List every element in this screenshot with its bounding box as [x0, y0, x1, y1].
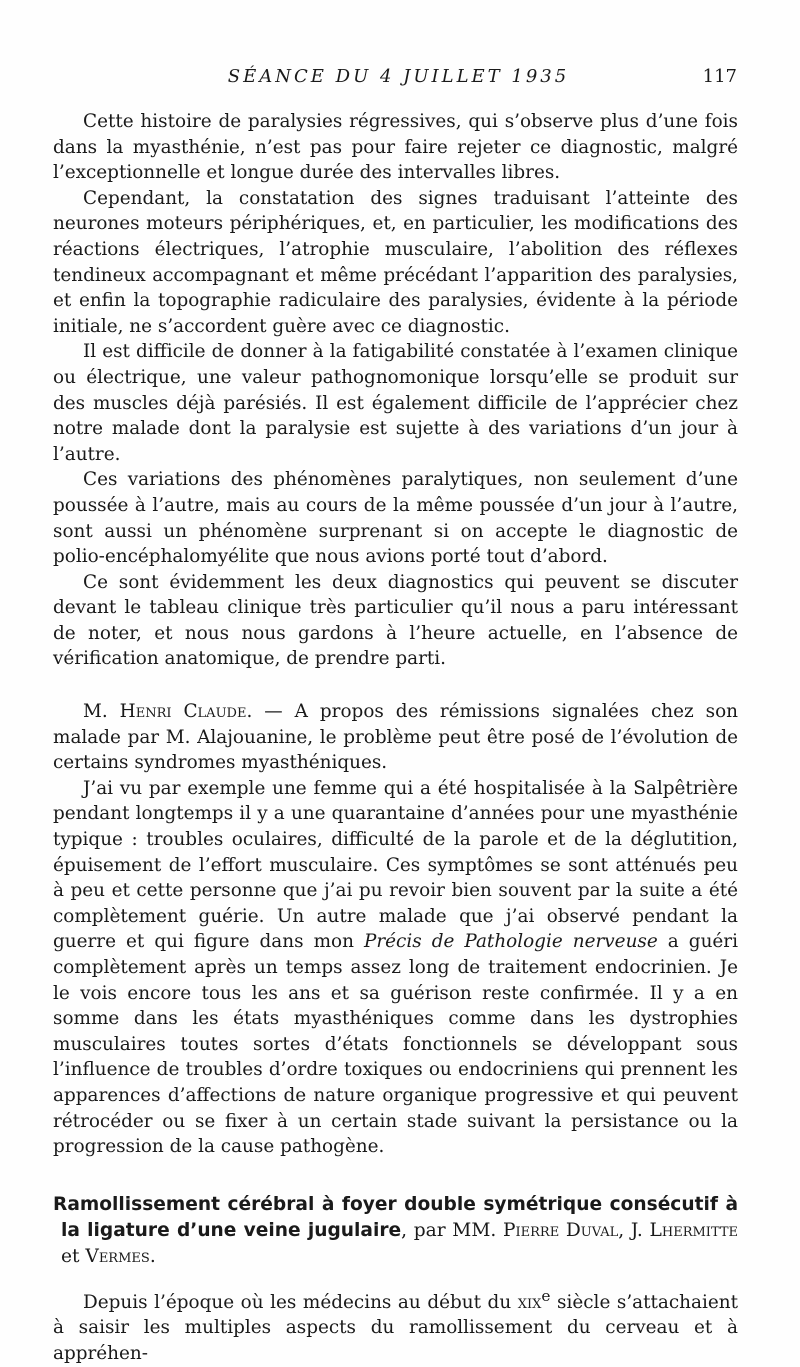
page-number: 117: [702, 66, 737, 87]
discussion-text-a: J’ai vu par exemple une femme qui a été hospitalisée à la Salpêtrière pendant longtemps il y a une quarantaine d’années pour une myasthénie typique : troubles oculaires, difficulté de la parole et de la déglutition, épuisement de l’effort musculaire. Ces symptômes se sont atténués peu à peu et cette personne que j’ai pu revoir bien souvent par la suite a été complètement guérie. Un autre malade que j’ai observé pendant la guerre et qui figure dans mon: [53, 777, 738, 953]
discussion-intro: . — A propos des rémissions signalées chez son malade par M. Alajouanine, le problème peut être posé de l’évolution de certains syndromes myasthéniques.: [53, 701, 738, 774]
book-title: Précis de Pathologie nerveuse: [363, 931, 658, 953]
speaker-prefix: M.: [83, 701, 108, 723]
paragraph-2: Cependant, la constatation des signes traduisant l’atteinte des neurones moteurs périphériques, et, en particulier, les modifications des réactions électriques, l’atrophie musculaire, l’abolition des réflexes tendineux accompagnant et même précédant l’apparition des paralysies, et enfin la topographie radiculaire des paralysies, évidente à la période initiale, ne s’accordent guère avec ce diagnostic.: [53, 187, 738, 337]
running-head-title: SÉANCE DU 4 JUILLET 1935: [227, 66, 570, 87]
running-head: [60, 62, 737, 92]
paragraph-5: Ce sont évidemment les deux diagnostics qui peuvent se discuter devant le tableau clinique très particulier qu’il nous a paru intéressant de noter, et nous nous gardons à l’heure actuelle, en l’absence de vérification anatomique, de prendre parti.: [53, 571, 738, 670]
heading-end: .: [149, 1245, 156, 1267]
century-numeral: xix: [517, 1291, 542, 1313]
paragraph-4: Ces variations des phénomènes paralytiques, non seulement d’une poussée à l’autre, mais au cours de la même poussée d’un jour à l’autre, sont aussi un phénomène surprenant si on accepte le diagnostic de polio-encéphalomyélite que nous avions porté tout d’abord.: [53, 469, 738, 568]
author-sep: , J.: [618, 1219, 650, 1241]
century-superscript: e: [541, 1286, 551, 1305]
by-text: , par MM.: [401, 1219, 503, 1241]
final-text-a: Depuis l’époque où les médecins au début du: [83, 1291, 518, 1313]
paragraph-1: Cette histoire de paralysies régressives, qui s’observe plus d’une fois dans la myasthénie, n’est pas pour faire rejeter ce diagnostic, malgré l’exceptionnelle et longue durée des intervalles libres.: [53, 111, 738, 184]
and-text: et: [61, 1245, 86, 1267]
section-heading: [53, 1192, 738, 1270]
author-3: Vermes: [85, 1245, 150, 1267]
paragraph-3: Il est difficile de donner à la fatigabilité constatée à l’examen clinique ou électrique, une valeur pathognomonique lorsqu’elle se produit sur des muscles déjà parésiés. Il est également difficile de l’apprécier chez notre malade dont la paralysie est sujette à des variations d’un jour à l’autre.: [53, 341, 738, 465]
page-body: [53, 109, 738, 1367]
discussion-paragraph-2: [53, 776, 738, 1160]
author-2: Lhermitte: [649, 1219, 739, 1241]
final-text-b: siècle s’attachaient à saisir les multiples aspects du ramollissement du cerveau et à appréhen-: [53, 1291, 738, 1365]
discussion-paragraph-1: [53, 699, 738, 776]
section-title: Ramollissement cérébral à foyer double symétrique consécutif à la ligature d’une veine jugulaire: [53, 1193, 738, 1241]
speaker-name: Henri Claude: [119, 701, 247, 723]
author-1: Pierre Duval: [503, 1219, 619, 1241]
final-paragraph: [53, 1284, 738, 1367]
discussion-text-b: a guéri complètement après un temps assez long de traitement endocrinien. Je le vois encore tous les ans et sa guérison reste confirmée. Il y a en somme dans les états myasthéniques comme dans les dystrophies musculaires toutes sortes d’états fonctionnels se développant sous l’influence de troubles d’ordre toxiques ou endocriniens qui prennent les apparences d’affections de nature organique progressive et qui peuvent rétrocéder ou se fixer à un certain stade suivant la persistance ou la progression de la cause pathogène.: [53, 931, 738, 1158]
